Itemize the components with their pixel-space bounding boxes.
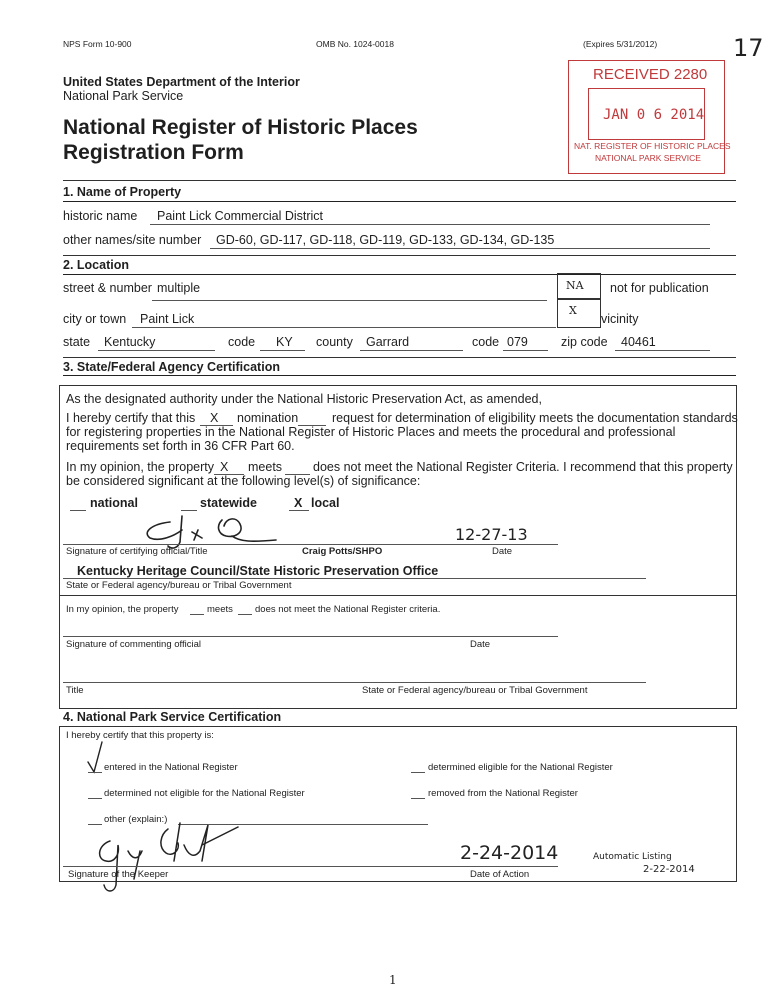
handwritten-page-mark: 17 — [733, 34, 764, 62]
cert-p2-line3: requirements set forth in 36 CFR Part 60. — [66, 439, 295, 453]
cert-paragraph-1: As the designated authority under the National Historic Preservation Act, as amended, — [66, 392, 542, 406]
eligible-blank[interactable] — [411, 772, 425, 773]
commenting-label: Signature of commenting official — [66, 639, 202, 650]
street-field[interactable]: multiple — [157, 281, 201, 295]
underline — [63, 544, 558, 545]
handwritten-note-2: 2-22-2014 — [643, 864, 695, 875]
divider — [63, 274, 736, 275]
opinion-rest: does not meet the National Register criteria. — [255, 604, 441, 615]
stamp-received: RECEIVED 2280 — [593, 66, 708, 83]
underline — [615, 350, 710, 351]
certifier-name: Craig Potts/SHPO — [302, 546, 383, 557]
not-for-publication-checkbox[interactable] — [557, 273, 601, 300]
cert-p3-start: In my opinion, the property — [66, 460, 214, 474]
divider — [59, 595, 736, 596]
state-code-label: code — [228, 335, 256, 349]
underline — [289, 510, 309, 511]
cert-p2-line2: for registering properties in the National Register of Historic Places and meets the procedural and professional — [66, 425, 676, 439]
signature-label: Signature of certifying official/Title — [66, 546, 208, 557]
opinion-meets: meets — [207, 604, 233, 615]
meets-blank[interactable] — [190, 614, 204, 615]
zip-field[interactable]: 40461 — [621, 335, 656, 349]
not-for-publication-label: not for publication — [610, 281, 709, 295]
stamp-line-2: NATIONAL PARK SERVICE — [595, 153, 701, 163]
agency-label: State or Federal agency/bureau or Tribal Government — [66, 580, 292, 591]
keeper-label: Signature of the Keeper — [68, 869, 169, 880]
commenting-date-label: Date — [470, 639, 491, 650]
nps-intro: I hereby certify that this property is: — [66, 730, 214, 741]
zip-label: zip code — [561, 335, 608, 349]
state-label: state — [63, 335, 91, 349]
option-entered: entered in the National Register — [104, 762, 238, 773]
service-name: National Park Service — [63, 89, 184, 103]
certifying-date[interactable]: 12-27-13 — [455, 525, 528, 544]
level-national: national — [90, 496, 138, 510]
underline — [152, 300, 547, 301]
national-blank[interactable] — [70, 510, 86, 511]
department-name: United States Department of the Interior — [63, 75, 300, 89]
statewide-blank[interactable] — [181, 510, 197, 511]
state-code-field[interactable]: KY — [276, 335, 293, 349]
commenting-signature-line[interactable] — [63, 636, 558, 637]
divider — [63, 201, 736, 202]
historic-name-field[interactable]: Paint Lick Commercial District — [157, 209, 324, 223]
entered-blank[interactable] — [88, 772, 102, 773]
form-title-line-1: National Register of Historic Places — [63, 116, 418, 139]
county-field[interactable]: Garrard — [366, 335, 410, 349]
cert-p3-line2: be considered significant at the following level(s) of significance: — [66, 474, 421, 488]
section-1-heading: 1. Name of Property — [63, 185, 182, 199]
page-number: 1 — [389, 973, 397, 987]
meets-check[interactable]: X — [220, 460, 229, 474]
not-eligible-blank[interactable] — [88, 798, 102, 799]
removed-blank[interactable] — [411, 798, 425, 799]
expiration-date: (Expires 5/31/2012) — [583, 39, 658, 49]
stamp-date-box — [588, 88, 705, 140]
vicinity-checkbox[interactable] — [557, 298, 601, 328]
date-label: Date — [492, 546, 513, 557]
option-eligible: determined eligible for the National Register — [428, 762, 613, 773]
keeper-signature — [88, 815, 248, 895]
divider — [63, 180, 736, 181]
cert-p2-nomination: nomination — [237, 411, 299, 425]
date-of-action[interactable]: 2-24-2014 — [460, 842, 559, 864]
form-title-line-2: Registration Form — [63, 141, 244, 164]
cert-p2-request: request for determination of eligibility meets the documentation standards — [332, 411, 738, 425]
omb-number: OMB No. 1024-0018 — [316, 39, 394, 49]
cert-p2-start: I hereby certify that this — [66, 411, 196, 425]
city-label: city or town — [63, 312, 127, 326]
title-line[interactable] — [63, 682, 646, 683]
level-local: local — [311, 496, 340, 510]
vicinity-label: vicinity — [601, 312, 639, 326]
other-names-field[interactable]: GD-60, GD-117, GD-118, GD-119, GD-133, GD-134, GD-135 — [216, 233, 555, 247]
county-code-field[interactable]: 079 — [507, 335, 528, 349]
underline — [260, 350, 305, 351]
underline — [132, 327, 556, 328]
level-statewide: statewide — [200, 496, 257, 510]
state-field[interactable]: Kentucky — [104, 335, 156, 349]
option-other: other (explain:) — [104, 814, 168, 825]
keeper-signature-line[interactable] — [63, 866, 558, 867]
handwritten-note-1: Automatic Listing — [593, 852, 672, 862]
nomination-check[interactable]: X — [210, 411, 219, 425]
underline — [210, 248, 710, 249]
other-names-label: other names/site number — [63, 233, 202, 247]
checkmark-icon — [86, 740, 106, 774]
county-label: county — [316, 335, 353, 349]
stamp-line-1: NAT. REGISTER OF HISTORIC PLACES — [574, 141, 731, 151]
form-number: NPS Form 10-900 — [63, 39, 132, 49]
underline — [63, 578, 646, 579]
title-label: Title — [66, 685, 84, 696]
cert-p3-rest: does not meet the National Register Criteria. I recommend that this property — [313, 460, 733, 474]
county-code-label: code — [472, 335, 500, 349]
na-value: NA — [566, 279, 584, 292]
received-stamp — [568, 60, 731, 174]
divider — [63, 255, 736, 256]
local-check[interactable]: X — [294, 496, 303, 510]
city-field[interactable]: Paint Lick — [140, 312, 195, 326]
agency-label-2: State or Federal agency/bureau or Tribal Government — [362, 685, 588, 696]
underline — [98, 350, 215, 351]
vicinity-x: X — [569, 304, 577, 317]
section-3-heading: 3. State/Federal Agency Certification — [63, 360, 280, 374]
cert-p3-meets: meets — [248, 460, 283, 474]
divider — [63, 357, 736, 358]
underline — [503, 350, 548, 351]
opinion-start: In my opinion, the property — [66, 604, 179, 615]
divider — [63, 375, 736, 376]
date-of-action-label: Date of Action — [470, 869, 530, 880]
stamp-date: JAN 0 6 2014 — [603, 107, 705, 123]
option-removed: removed from the National Register — [428, 788, 578, 799]
option-not-eligible: determined not eligible for the National Register — [104, 788, 305, 799]
street-label: street & number — [63, 281, 152, 295]
underline — [150, 224, 710, 225]
agency-name[interactable]: Kentucky Heritage Council/State Historic Preservation Office — [77, 564, 439, 578]
does-not-meet-blank-2[interactable] — [238, 614, 252, 615]
section-2-heading: 2. Location — [63, 258, 129, 272]
historic-name-label: historic name — [63, 209, 138, 223]
section-4-heading: 4. National Park Service Certification — [63, 710, 282, 724]
underline — [360, 350, 463, 351]
